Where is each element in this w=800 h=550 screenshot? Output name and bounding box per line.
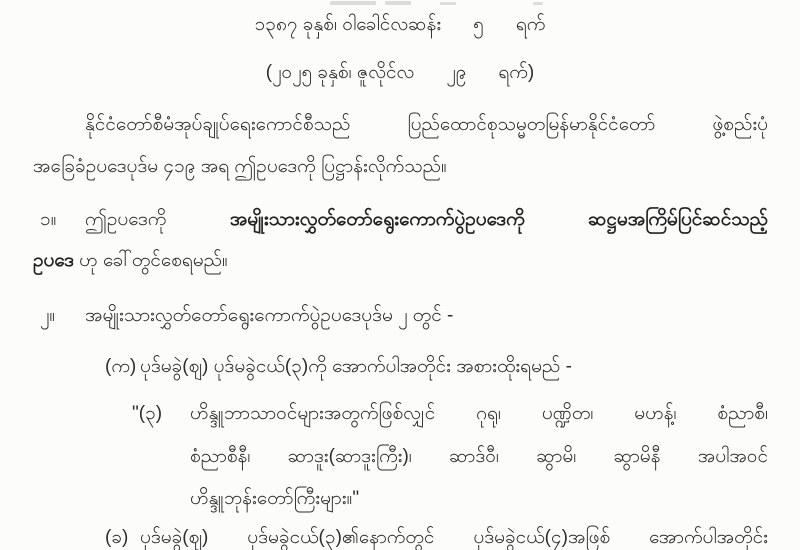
- preamble-line-2: [33, 150, 768, 184]
- crop-artifact: [440, 2, 456, 5]
- era-date-prefix: ၁၃၈၇ ခုနှစ်၊ ဝါခေါင်လဆန်း: [254, 14, 442, 35]
- subsection-kha-text: ပုဒ်မခွဲ(ဈ) ပုဒ်မခွဲငယ်(၃)၏နောက်တွင် ပုဒ်မခွဲငယ်(၄)အဖြစ် အောက်ပါအတိုင်း: [140, 527, 768, 548]
- subsection-kha: [33, 521, 768, 550]
- quote-line-1: [33, 397, 768, 431]
- quote-line-2: [33, 440, 768, 474]
- section-1-line-2: [33, 244, 768, 278]
- crop-artifact: [330, 1, 376, 5]
- quote-open-marker: "(၃): [132, 403, 163, 424]
- subsection-ka-text: ပုဒ်မခွဲ(ဈ) ပုဒ်မခွဲငယ်(၃)ကို အောက်ပါအတိုင်း အစားထိုးရမည် -: [140, 356, 572, 377]
- preamble-line-1: [33, 108, 768, 142]
- quote-text-line-2: စံညာစီနီ၊ ဆာဒူး(ဆာဒူးကြီး)၊ ဆာဒ်ဝီ၊ ဆွာမိ၊ ဆွာမိနီ အပါအဝင်: [190, 446, 768, 467]
- section-1-text-line-2: ဟု ခေါ်တွင်စေရမည်။: [79, 250, 228, 271]
- section-1-line-1: [33, 203, 768, 237]
- era-date-suffix: ရက်: [515, 14, 546, 35]
- law-title-bold: အမျိုးသားလွှတ်တော်ရွေးကောက်ပွဲဥပဒေကို ဆဋ္ဌမအကြိမ်ပြင်ဆင်သည့်: [229, 209, 768, 230]
- law-title-bold-continued: ဥပဒေ: [33, 250, 74, 271]
- section-1-text-line-1: [85, 203, 768, 237]
- gregorian-date-day: ၂၉: [446, 62, 467, 83]
- quote-text-line-1: ဟိန္ဒူဘာသာဝင်များအတွက်ဖြစ်လျှင် ဂုရု၊ ပဏ္ဍိတ၊ မဟန့်၊ စံညာစီ၊: [190, 403, 768, 424]
- era-date-day: ၅: [473, 14, 484, 35]
- section-2-intro: [33, 299, 768, 333]
- date-line-gregorian: [0, 56, 800, 90]
- preamble-text-1: နိုင်ငံတော်စီမံအုပ်ချုပ်ရေးကောင်စီသည် ပြည်ထောင်စုသမ္မတမြန်မာနိုင်ငံတော် ဖွဲ့စည်းပုံ: [85, 114, 768, 135]
- section-2-intro-text: အမျိုးသားလွှတ်တော်ရွေးကောက်ပွဲဥပဒေပုဒ်မ ၂ တွင် -: [85, 305, 454, 326]
- subsection-kha-label: (ခ): [105, 527, 129, 548]
- quote-text-line-3: ဟိန္ဒူဘုန်းတော်ကြီးများ။": [190, 488, 360, 509]
- quote-line-3: [33, 482, 768, 516]
- preamble-text-2: အခြေခံဥပဒေပုဒ်မ ၄၁၉ အရ ဤဥပဒေကို ပြဋ္ဌာန်းလိုက်သည်။: [33, 156, 447, 177]
- section-1-number: ၁။: [40, 209, 57, 230]
- date-line-myanmar-era: [0, 8, 800, 42]
- gregorian-date-suffix: ရက်): [498, 62, 535, 83]
- subsection-ka: [33, 350, 768, 384]
- gregorian-date-prefix: (၂၀၂၅ ခုနှစ်၊ ဇူလိုင်လ: [265, 62, 415, 83]
- crop-artifact: [533, 2, 543, 5]
- section-1-text-normal: ဤဥပဒေကို: [85, 209, 167, 230]
- subsection-ka-label: (က): [105, 356, 137, 377]
- section-2-number: ၂။: [40, 305, 56, 326]
- crop-artifact: [385, 1, 411, 5]
